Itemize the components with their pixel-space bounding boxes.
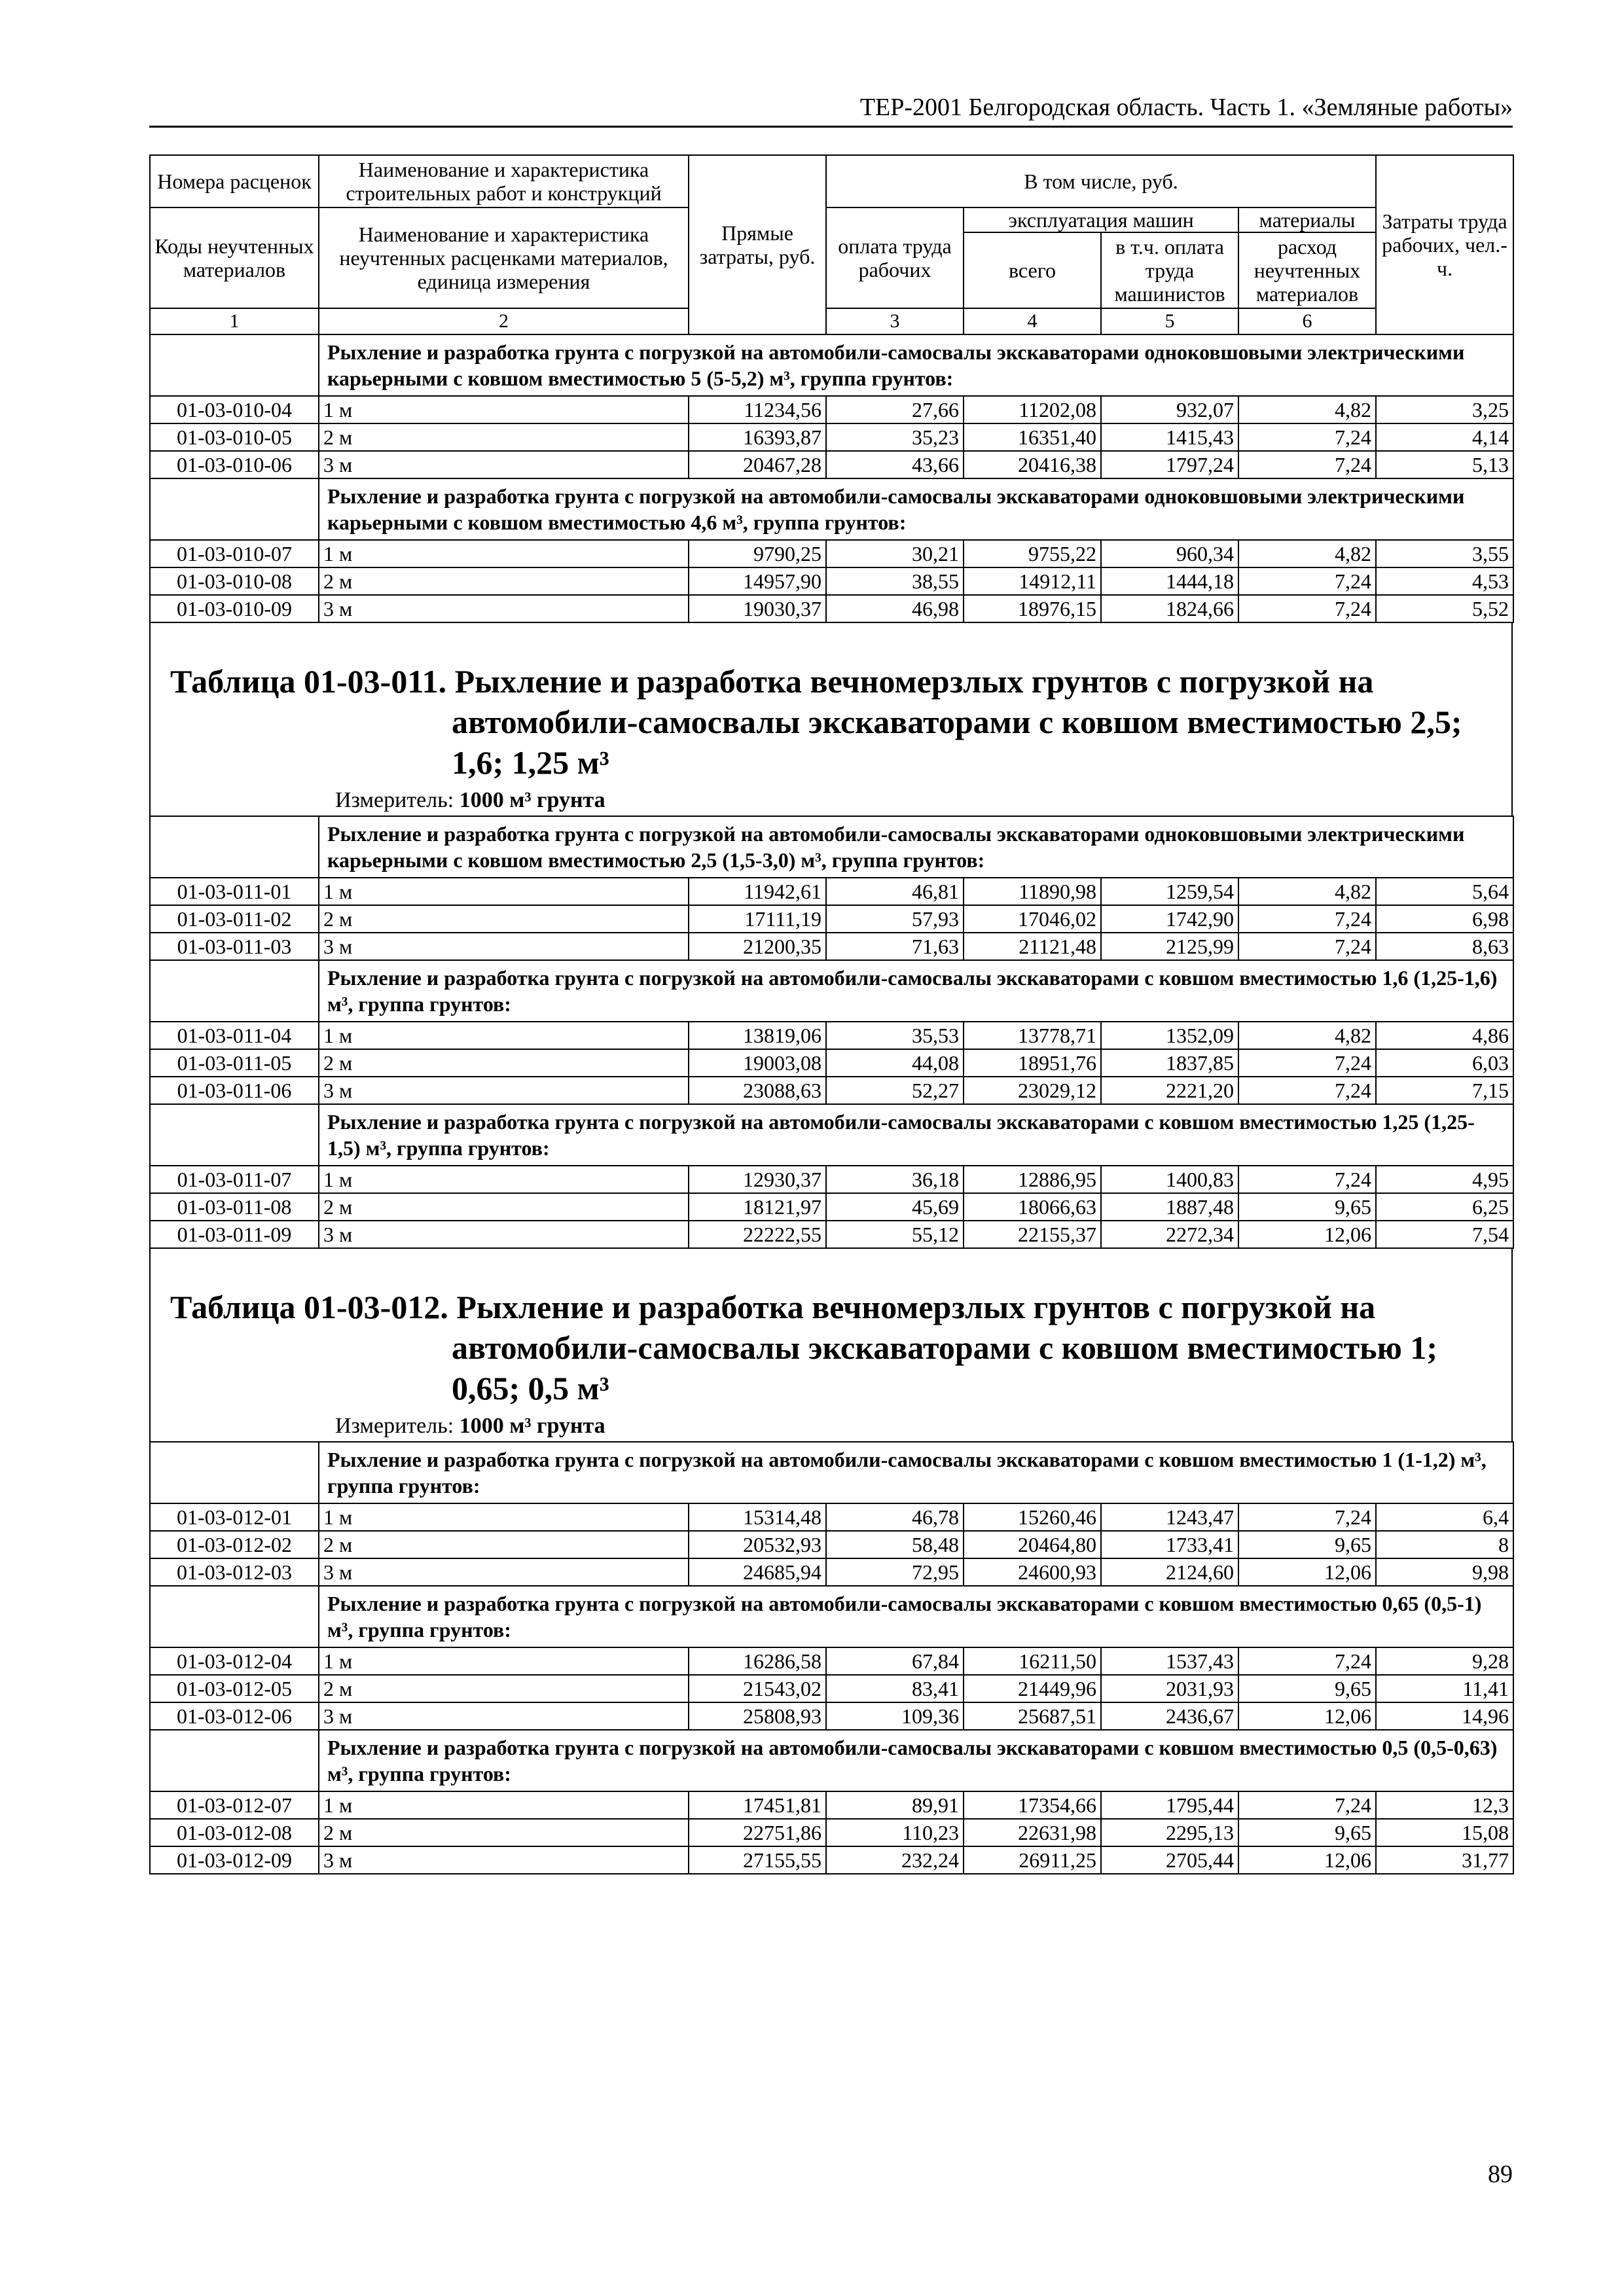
- rate-code: 01-03-011-01: [150, 878, 319, 905]
- rate-value: 15,08: [1376, 1819, 1513, 1846]
- table-row: [150, 1503, 1513, 1531]
- table-row: [150, 1166, 1513, 1193]
- rate-value: 16393,87: [689, 423, 826, 451]
- rate-value: 932,07: [1101, 396, 1238, 423]
- rate-value: 1795,44: [1101, 1791, 1238, 1819]
- rate-code: 01-03-011-02: [150, 905, 319, 933]
- rate-value: 7,24: [1238, 1503, 1376, 1531]
- rate-value: 7,24: [1238, 1791, 1376, 1819]
- rate-code: 01-03-010-06: [150, 451, 319, 478]
- col-header-machines: эксплуатация машин: [964, 208, 1238, 232]
- rate-value: 7,24: [1238, 451, 1376, 478]
- col-header-including: В том числе, руб.: [826, 155, 1376, 207]
- rate-value: 46,81: [826, 878, 964, 905]
- rate-value: 18976,15: [964, 595, 1101, 622]
- rate-value: 72,95: [826, 1558, 964, 1586]
- table-row: [150, 933, 1513, 960]
- rate-value: 960,34: [1101, 540, 1238, 567]
- rate-value: 22751,86: [689, 1819, 826, 1846]
- rate-value: 31,77: [1376, 1846, 1513, 1874]
- table-row: [150, 595, 1513, 622]
- rate-name: 2 м: [319, 567, 689, 595]
- col-header-material-name: Наименование и характеристика неучтенных расценками материалов, единица измерения: [319, 207, 689, 308]
- rate-value: 1444,18: [1101, 567, 1238, 595]
- section-row: [150, 960, 1513, 1022]
- rate-name: 3 м: [319, 1558, 689, 1586]
- rate-value: 2295,13: [1101, 1819, 1238, 1846]
- rate-value: 21121,48: [964, 933, 1101, 960]
- rate-value: 19003,08: [689, 1049, 826, 1077]
- rate-value: 9,65: [1238, 1531, 1376, 1558]
- rate-name: 1 м: [319, 540, 689, 567]
- table-row: [150, 423, 1513, 451]
- table-01-03-011-heading: [149, 623, 1513, 816]
- rate-value: 43,66: [826, 451, 964, 478]
- rate-value: 22155,37: [964, 1221, 1101, 1248]
- table-row: [150, 396, 1513, 423]
- section-title: Рыхление и разработка грунта с погрузкой на автомобили-самосвалы экскаваторами одноковшовыми электрическими карьерными с ковшом вместимостью 5 (5-5,2) м³, группа грунтов:: [319, 334, 1513, 396]
- rate-value: 3,25: [1376, 396, 1513, 423]
- rate-value: 1537,43: [1101, 1647, 1238, 1675]
- rate-value: 27,66: [826, 396, 964, 423]
- table-row: [150, 540, 1513, 567]
- rate-value: 38,55: [826, 567, 964, 595]
- rate-value: 7,24: [1238, 1647, 1376, 1675]
- rate-value: 11890,98: [964, 878, 1101, 905]
- rate-name: 2 м: [319, 1193, 689, 1221]
- rate-name: 2 м: [319, 1675, 689, 1702]
- rate-value: 7,24: [1238, 1166, 1376, 1193]
- rate-value: 21543,02: [689, 1675, 826, 1702]
- col-header-material-codes: Коды неучтенных материалов: [150, 207, 319, 308]
- section-title: Рыхление и разработка грунта с погрузкой на автомобили-самосвалы экскаваторами с ковшом вместимостью 1 (1-1,2) м³, группа грунтов:: [319, 1442, 1513, 1503]
- rate-value: 16211,50: [964, 1647, 1101, 1675]
- rate-value: 2124,60: [1101, 1558, 1238, 1586]
- rate-value: 7,24: [1238, 933, 1376, 960]
- table-01-03-011: [149, 816, 1514, 1249]
- rate-name: 2 м: [319, 1531, 689, 1558]
- rate-value: 11234,56: [689, 396, 826, 423]
- table-row: [150, 1077, 1513, 1104]
- rate-value: 7,24: [1238, 1049, 1376, 1077]
- rate-value: 1837,85: [1101, 1049, 1238, 1077]
- rate-value: 9,65: [1238, 1675, 1376, 1702]
- rate-value: 20464,80: [964, 1531, 1101, 1558]
- rate-value: 7,24: [1238, 1077, 1376, 1104]
- col-header-direct-costs: Прямые затраты, руб.: [689, 155, 826, 334]
- rate-value: 9,98: [1376, 1558, 1513, 1586]
- rate-value: 2705,44: [1101, 1846, 1238, 1874]
- rate-value: 52,27: [826, 1077, 964, 1104]
- rate-code: 01-03-012-04: [150, 1647, 319, 1675]
- rate-value: 9,65: [1238, 1193, 1376, 1221]
- rate-code: 01-03-010-08: [150, 567, 319, 595]
- rate-value: 1259,54: [1101, 878, 1238, 905]
- rate-value: 2221,20: [1101, 1077, 1238, 1104]
- rate-value: 12,06: [1238, 1846, 1376, 1874]
- rate-value: 23029,12: [964, 1077, 1101, 1104]
- rate-value: 14912,11: [964, 567, 1101, 595]
- rate-value: 7,54: [1376, 1221, 1513, 1248]
- table-row: [150, 1022, 1513, 1049]
- rate-value: 14957,90: [689, 567, 826, 595]
- rate-value: 1352,09: [1101, 1022, 1238, 1049]
- rate-value: 4,14: [1376, 423, 1513, 451]
- rate-code: 01-03-012-03: [150, 1558, 319, 1586]
- rate-name: 1 м: [319, 1647, 689, 1675]
- rate-value: 8,63: [1376, 933, 1513, 960]
- rate-value: 12,3: [1376, 1791, 1513, 1819]
- rate-name: 1 м: [319, 1166, 689, 1193]
- table-row: [150, 1675, 1513, 1702]
- rate-name: 3 м: [319, 1702, 689, 1730]
- rate-value: 20532,93: [689, 1531, 826, 1558]
- table-row: [150, 905, 1513, 933]
- rate-value: 19030,37: [689, 595, 826, 622]
- rate-value: 3,55: [1376, 540, 1513, 567]
- rate-value: 71,63: [826, 933, 964, 960]
- rate-value: 9790,25: [689, 540, 826, 567]
- rate-value: 22631,98: [964, 1819, 1101, 1846]
- rate-value: 6,98: [1376, 905, 1513, 933]
- rate-value: 18121,97: [689, 1193, 826, 1221]
- rate-value: 2436,67: [1101, 1702, 1238, 1730]
- rate-value: 2031,93: [1101, 1675, 1238, 1702]
- rate-code: 01-03-011-08: [150, 1193, 319, 1221]
- rate-value: 30,21: [826, 540, 964, 567]
- rate-value: 24600,93: [964, 1558, 1101, 1586]
- rate-value: 6,25: [1376, 1193, 1513, 1221]
- col-header-codes: Номера расценок: [150, 155, 319, 207]
- table-row: [150, 878, 1513, 905]
- section-row: [150, 1586, 1513, 1647]
- rate-value: 4,82: [1238, 1022, 1376, 1049]
- rate-value: 7,24: [1238, 595, 1376, 622]
- rate-value: 46,78: [826, 1503, 964, 1531]
- rate-value: 1887,48: [1101, 1193, 1238, 1221]
- rate-value: 26911,25: [964, 1846, 1101, 1874]
- rate-code: 01-03-011-07: [150, 1166, 319, 1193]
- table-row: [150, 1049, 1513, 1077]
- rate-value: 1243,47: [1101, 1503, 1238, 1531]
- section-row: [150, 1104, 1513, 1166]
- rate-value: 4,82: [1238, 878, 1376, 905]
- section-title: Рыхление и разработка грунта с погрузкой на автомобили-самосвалы экскаваторами одноковшовыми электрическими карьерными с ковшом вместимостью 4,6 м³, группа грунтов:: [319, 478, 1513, 540]
- table-row: [150, 1791, 1513, 1819]
- table-row: [150, 1819, 1513, 1846]
- rate-value: 9,65: [1238, 1819, 1376, 1846]
- table-row: [150, 1647, 1513, 1675]
- rate-value: 12,06: [1238, 1702, 1376, 1730]
- rate-value: 7,24: [1238, 423, 1376, 451]
- rate-code: 01-03-012-09: [150, 1846, 319, 1874]
- rate-value: 13778,71: [964, 1022, 1101, 1049]
- table-row: [150, 451, 1513, 478]
- rate-value: 12,06: [1238, 1221, 1376, 1248]
- col-header-machinists: в т.ч. оплата труда машинистов: [1114, 235, 1225, 306]
- rate-value: 17354,66: [964, 1791, 1101, 1819]
- rate-name: 2 м: [319, 905, 689, 933]
- rate-value: 4,95: [1376, 1166, 1513, 1193]
- rate-value: 11,41: [1376, 1675, 1513, 1702]
- rate-code: 01-03-012-02: [150, 1531, 319, 1558]
- rate-value: 35,53: [826, 1022, 964, 1049]
- running-header: ТЕР-2001 Белгородская область. Часть 1. «Земляные работы»: [149, 90, 1513, 128]
- rate-code: 01-03-011-05: [150, 1049, 319, 1077]
- rate-value: 1400,83: [1101, 1166, 1238, 1193]
- rate-value: 45,69: [826, 1193, 964, 1221]
- rate-value: 17111,19: [689, 905, 826, 933]
- rate-value: 57,93: [826, 905, 964, 933]
- rate-name: 1 м: [319, 396, 689, 423]
- page-number: 89: [1488, 2161, 1513, 2188]
- table-row: [150, 1221, 1513, 1248]
- table-01-03-012: [149, 1441, 1514, 1874]
- rate-value: 12930,37: [689, 1166, 826, 1193]
- rate-value: 36,18: [826, 1166, 964, 1193]
- rate-value: 17046,02: [964, 905, 1101, 933]
- rate-value: 89,91: [826, 1791, 964, 1819]
- rate-value: 20467,28: [689, 451, 826, 478]
- rate-value: 15314,48: [689, 1503, 826, 1531]
- rate-value: 21200,35: [689, 933, 826, 960]
- rate-value: 23088,63: [689, 1077, 826, 1104]
- rate-value: 58,48: [826, 1531, 964, 1558]
- rate-name: 1 м: [319, 1022, 689, 1049]
- rate-value: 46,98: [826, 595, 964, 622]
- table-meter: Измеритель: 1000 м³ грунта: [335, 1414, 605, 1438]
- rate-value: 83,41: [826, 1675, 964, 1702]
- rate-value: 1742,90: [1101, 905, 1238, 933]
- rate-value: 2272,34: [1101, 1221, 1238, 1248]
- rate-name: 1 м: [319, 878, 689, 905]
- rate-value: 7,24: [1238, 905, 1376, 933]
- section-title: Рыхление и разработка грунта с погрузкой на автомобили-самосвалы экскаваторами с ковшом вместимостью 0,5 (0,5-0,63) м³, группа грунтов:: [319, 1730, 1513, 1791]
- rate-value: 55,12: [826, 1221, 964, 1248]
- rate-code: 01-03-012-05: [150, 1675, 319, 1702]
- col-header-materials-sub: расход неучтенных материалов: [1254, 235, 1361, 306]
- rate-value: 1797,24: [1101, 451, 1238, 478]
- rate-code: 01-03-010-09: [150, 595, 319, 622]
- section-row: [150, 1442, 1513, 1503]
- table-row: [150, 567, 1513, 595]
- rate-value: 109,36: [826, 1702, 964, 1730]
- rate-name: 3 м: [319, 1846, 689, 1874]
- rate-value: 12886,95: [964, 1166, 1101, 1193]
- section-title: Рыхление и разработка грунта с погрузкой на автомобили-самосвалы экскаваторами одноковшовыми электрическими карьерными с ковшом вместимостью 2,5 (1,5-3,0) м³, группа грунтов:: [319, 816, 1513, 878]
- rate-value: 18951,76: [964, 1049, 1101, 1077]
- rate-value: 7,15: [1376, 1077, 1513, 1104]
- rate-value: 17451,81: [689, 1791, 826, 1819]
- rate-value: 27155,55: [689, 1846, 826, 1874]
- rate-code: 01-03-012-01: [150, 1503, 319, 1531]
- rate-value: 67,84: [826, 1647, 964, 1675]
- rate-value: 21449,96: [964, 1675, 1101, 1702]
- rate-code: 01-03-011-09: [150, 1221, 319, 1248]
- rate-value: 4,82: [1238, 540, 1376, 567]
- col-header-labor-cost: Затраты труда рабочих, чел.-ч.: [1376, 155, 1513, 334]
- rate-value: 7,24: [1238, 567, 1376, 595]
- rate-name: 1 м: [319, 1503, 689, 1531]
- rate-value: 16351,40: [964, 423, 1101, 451]
- rate-code: 01-03-010-07: [150, 540, 319, 567]
- table-meter: Измеритель: 1000 м³ грунта: [335, 788, 605, 812]
- rate-name: 2 м: [319, 423, 689, 451]
- rate-name: 3 м: [319, 595, 689, 622]
- rate-value: 5,52: [1376, 595, 1513, 622]
- rate-value: 4,53: [1376, 567, 1513, 595]
- table-row: [150, 1531, 1513, 1558]
- rate-name: 3 м: [319, 451, 689, 478]
- rate-value: 12,06: [1238, 1558, 1376, 1586]
- rate-value: 14,96: [1376, 1702, 1513, 1730]
- rate-code: 01-03-012-06: [150, 1702, 319, 1730]
- table-row: [150, 1193, 1513, 1221]
- table-title: Таблица 01-03-011. Рыхление и разработка вечномерзлых грунтов с погрузкой на автомобили-самосвалы экскаваторами с ковшом вместимостью 2,5; 1,6; 1,25 м³: [170, 663, 1462, 781]
- rate-value: 5,64: [1376, 878, 1513, 905]
- rate-name: 3 м: [319, 1221, 689, 1248]
- rate-code: 01-03-012-08: [150, 1819, 319, 1846]
- rate-value: 20416,38: [964, 451, 1101, 478]
- rate-value: 5,13: [1376, 451, 1513, 478]
- section-row: [150, 1730, 1513, 1791]
- section-row: [150, 478, 1513, 540]
- rate-value: 9,28: [1376, 1647, 1513, 1675]
- rate-value: 4,86: [1376, 1022, 1513, 1049]
- rate-code: 01-03-010-04: [150, 396, 319, 423]
- col-header-labor-pay: оплата труда рабочих: [826, 207, 964, 308]
- rate-value: 35,23: [826, 423, 964, 451]
- col-header-machines-total: всего: [964, 232, 1101, 308]
- rate-code: 01-03-011-04: [150, 1022, 319, 1049]
- table-row: [150, 1846, 1513, 1874]
- rate-name: 2 м: [319, 1819, 689, 1846]
- rate-value: 25687,51: [964, 1702, 1101, 1730]
- rate-value: 8: [1376, 1531, 1513, 1558]
- rate-value: 1415,43: [1101, 423, 1238, 451]
- rate-value: 1824,66: [1101, 595, 1238, 622]
- rate-value: 9755,22: [964, 540, 1101, 567]
- col-header-materials: материалы: [1239, 208, 1375, 232]
- rate-value: 24685,94: [689, 1558, 826, 1586]
- section-row: [150, 334, 1513, 396]
- table-row: [150, 1558, 1513, 1586]
- rate-value: 6,03: [1376, 1049, 1513, 1077]
- section-title: Рыхление и разработка грунта с погрузкой на автомобили-самосвалы экскаваторами с ковшом вместимостью 1,6 (1,25-1,6) м³, группа грунтов:: [319, 960, 1513, 1022]
- rate-value: 4,82: [1238, 396, 1376, 423]
- rate-value: 6,4: [1376, 1503, 1513, 1531]
- rate-value: 2125,99: [1101, 933, 1238, 960]
- rate-name: 1 м: [319, 1791, 689, 1819]
- table-row: [150, 1702, 1513, 1730]
- price-tables: [149, 154, 1513, 1874]
- table-01-03-012-heading: [149, 1249, 1513, 1441]
- rate-code: 01-03-012-07: [150, 1791, 319, 1819]
- rate-value: 232,24: [826, 1846, 964, 1874]
- section-title: Рыхление и разработка грунта с погрузкой на автомобили-самосвалы экскаваторами с ковшом вместимостью 0,65 (0,5-1) м³, группа грунтов:: [319, 1586, 1513, 1647]
- column-numbers-row: 1 2 3 4 5 6: [150, 308, 1513, 334]
- rate-value: 15260,46: [964, 1503, 1101, 1531]
- header-table: [149, 154, 1514, 623]
- rate-value: 11202,08: [964, 396, 1101, 423]
- col-header-name: Наименование и характеристика строительных работ и конструкций: [319, 155, 689, 207]
- rate-code: 01-03-010-05: [150, 423, 319, 451]
- rate-name: 3 м: [319, 1077, 689, 1104]
- section-title: Рыхление и разработка грунта с погрузкой на автомобили-самосвалы экскаваторами с ковшом вместимостью 1,25 (1,25-1,5) м³, группа грунтов:: [319, 1104, 1513, 1166]
- rate-value: 44,08: [826, 1049, 964, 1077]
- rate-value: 11942,61: [689, 878, 826, 905]
- rate-value: 25808,93: [689, 1702, 826, 1730]
- rate-value: 13819,06: [689, 1022, 826, 1049]
- section-row: [150, 816, 1513, 878]
- rate-name: 2 м: [319, 1049, 689, 1077]
- rate-code: 01-03-011-03: [150, 933, 319, 960]
- rate-code: 01-03-011-06: [150, 1077, 319, 1104]
- rate-name: 3 м: [319, 933, 689, 960]
- table-title: Таблица 01-03-012. Рыхление и разработка вечномерзлых грунтов с погрузкой на автомобили-самосвалы экскаваторами с ковшом вместимостью 1; 0,65; 0,5 м³: [170, 1289, 1437, 1407]
- rate-value: 18066,63: [964, 1193, 1101, 1221]
- rate-value: 110,23: [826, 1819, 964, 1846]
- rate-value: 22222,55: [689, 1221, 826, 1248]
- rate-value: 1733,41: [1101, 1531, 1238, 1558]
- rate-value: 16286,58: [689, 1647, 826, 1675]
